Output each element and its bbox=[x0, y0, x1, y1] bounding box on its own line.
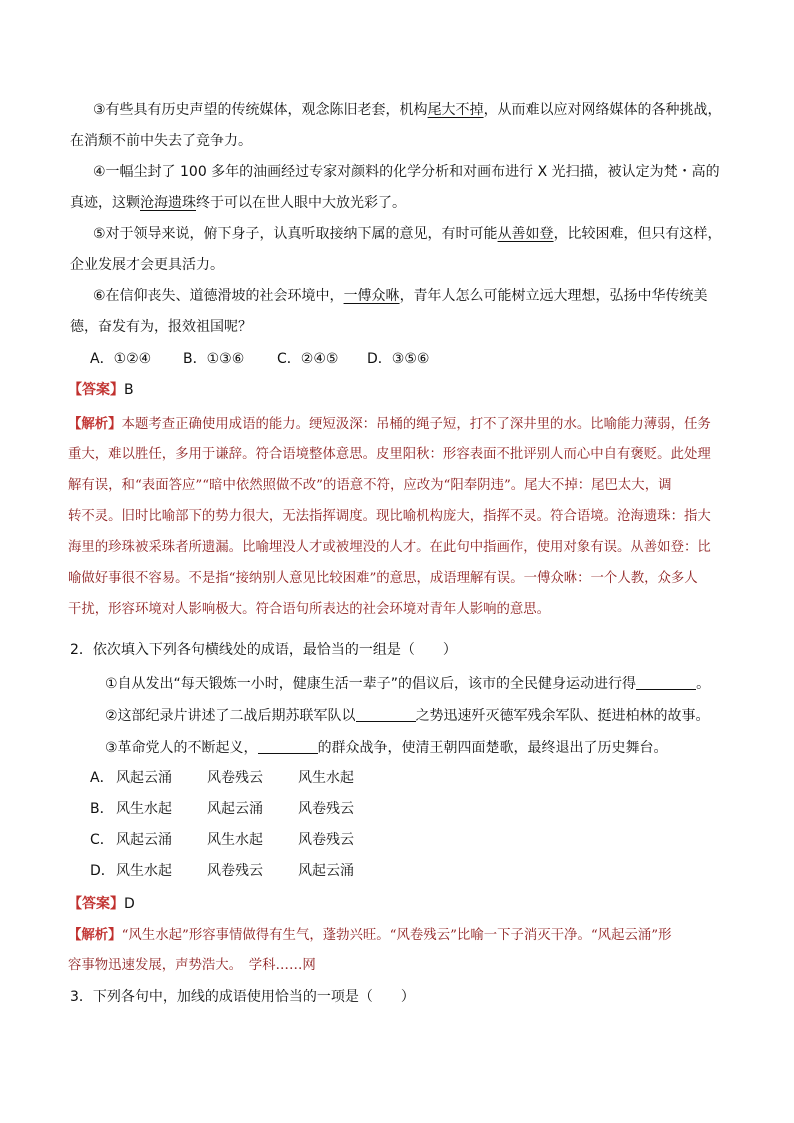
fill-blank bbox=[636, 673, 696, 690]
q1-analysis-line-5: 海里的珍珠被采珠者所遗漏。比喻埋没人才或被埋没的人才。在此句中指画作，使用对象有误。从善如登：比 bbox=[68, 540, 711, 555]
analysis-label: 【解析】 bbox=[68, 416, 122, 432]
q1-sentence-5-line-2: 企业发展才会更具活力。 bbox=[70, 257, 224, 273]
q2-analysis-line-2: 容事物迅速发展，声势浩大。 学科……网 bbox=[68, 958, 316, 973]
q2-option-d: D．风生水起 风卷残云 风起云涌 bbox=[90, 863, 354, 879]
q2-option-a: A． 风起云涌 风卷残云 风生水起 bbox=[90, 770, 354, 786]
q1-sentence-3-line-1: ③有些具有历史声望的传统媒体，观念陈旧老套，机构尾大不掉，从而难以应对网络媒体的各种挑战， bbox=[93, 102, 722, 118]
analysis-label: 【解析】 bbox=[68, 927, 122, 943]
q1-sentence-4-line-1: ④一幅尘封了 100 多年的油画经过专家对颜料的化学分析和对画布进行 X 光扫描，被认定为梵・高的 bbox=[93, 164, 720, 180]
q2-sentence-3: ③革命党人的不断起义， 的群众战争，使清王朝四面楚歌，最终退出了历史舞台。 bbox=[105, 737, 668, 758]
q1-sentence-4-line-2: 真迹，这颗沧海遗珠终于可以在世人眼中大放光彩了。 bbox=[70, 195, 406, 211]
q1-analysis-line-6: 喻做好事很不容易。不是指“接纳别人意见比较困难”的意思，成语理解有误。一傅众咻：一个人教，众多人 bbox=[68, 571, 698, 586]
underlined-idiom: 一傅众咻 bbox=[343, 288, 400, 304]
answer-value: B bbox=[124, 382, 134, 398]
q1-option-b: B．①③⑥ bbox=[183, 351, 245, 367]
q2-stem: 2．依次填入下列各句横线处的成语，最恰当的一组是（ ） bbox=[70, 642, 457, 658]
fill-blank bbox=[258, 737, 318, 754]
q2-option-b: B． 风生水起 风起云涌 风卷残云 bbox=[90, 801, 354, 817]
q1-sentence-6-line-2: 德，奋发有为，报效祖国呢？ bbox=[70, 319, 252, 335]
q2-option-c: C． 风起云涌 风生水起 风卷残云 bbox=[90, 832, 354, 848]
q1-option-a: A．①②④ bbox=[90, 351, 152, 367]
q1-analysis-line-4: 转不灵。旧时比喻部下的势力很大，无法指挥调度。现比喻机构庞大，指挥不灵。符合语境。沧海遗珠：指大 bbox=[68, 509, 711, 524]
answer-label: 【答案】 bbox=[68, 896, 124, 912]
q2-sentence-1: ①自从发出“每天锻炼一小时，健康生活一辈子”的倡议后，该市的全民健身运动进行得 。 bbox=[105, 673, 710, 694]
q1-option-d: D．③⑤⑥ bbox=[367, 351, 430, 367]
answer-label: 【答案】 bbox=[68, 382, 124, 398]
q1-sentence-3-line-2: 在消颓不前中失去了竞争力。 bbox=[70, 133, 252, 149]
underlined-idiom: 从善如登 bbox=[497, 226, 554, 242]
q2-analysis-line-1: 【解析】“风生水起”形容事情做得有生气，蓬勃兴旺。“风卷残云”比喻一下子消灭干净。“风起云涌”形 bbox=[68, 927, 672, 943]
q1-option-c: C．②④⑤ bbox=[277, 351, 339, 367]
q2-answer bbox=[68, 894, 135, 914]
q1-sentence-6-line-1: ⑥在信仰丧失、道德滑坡的社会环境中，一傅众咻，青年人怎么可能树立远大理想，弘扬中华传统美 bbox=[93, 288, 708, 304]
answer-value: D bbox=[124, 896, 135, 912]
q1-analysis-line-2: 重大，难以胜任，多用于谦辞。符合语境整体意思。皮里阳秋：形容表面不批评别人而心中自有褒贬。此处理 bbox=[68, 447, 711, 462]
q3-stem: 3．下列各句中，加线的成语使用恰当的一项是（ ） bbox=[70, 989, 415, 1005]
fill-blank bbox=[356, 705, 416, 722]
q1-analysis-line-7: 干扰，形容环境对人影响极大。符合语句所表达的社会环境对青年人影响的意思。 bbox=[68, 602, 551, 617]
underlined-idiom: 沧海遗珠 bbox=[140, 195, 196, 211]
q1-analysis-line-1: 【解析】本题考查正确使用成语的能力。绠短汲深：吊桶的绳子短，打不了深井里的水。比喻能力薄弱，任务 bbox=[68, 416, 711, 432]
q1-sentence-5-line-1: ⑤对于领导来说，俯下身子，认真听取接纳下属的意见，有时可能从善如登，比较困难，但只有这样， bbox=[93, 226, 722, 242]
q2-sentence-2: ②这部纪录片讲述了二战后期苏联军队以 之势迅速歼灭德军残余军队、挺进柏林的故事。 bbox=[105, 705, 710, 726]
q1-analysis-line-3: 解有误，和“表面答应”“暗中依然照做不改”的语意不符，应改为“阳奉阴违”。尾大不掉：尾巴太大，调 bbox=[68, 478, 672, 493]
q1-answer bbox=[68, 380, 134, 400]
q1-options bbox=[90, 349, 429, 369]
underlined-idiom: 尾大不掉 bbox=[427, 102, 484, 118]
